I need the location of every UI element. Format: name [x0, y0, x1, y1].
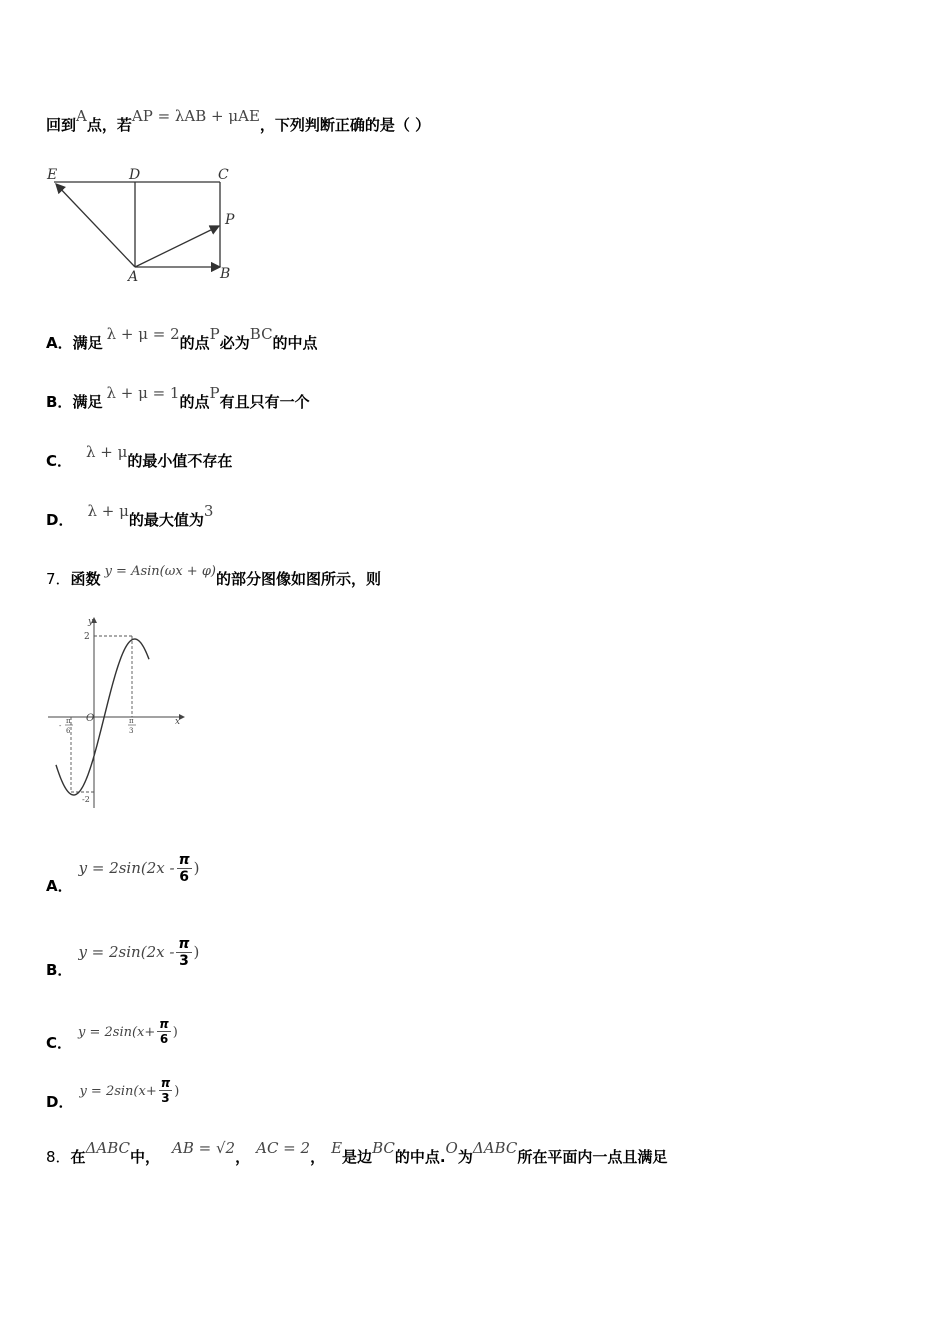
q7-text-b: 的部分图像如图所示，则 — [216, 570, 382, 588]
option-math: P — [209, 384, 220, 402]
option-math: λ + μ — [87, 502, 129, 520]
option-text: 满足 — [72, 393, 103, 411]
q8-text: 是边 — [342, 1148, 373, 1166]
q8-text: ， — [235, 1148, 251, 1166]
option-label: D． — [46, 511, 74, 529]
q7-text-a: 函数 — [70, 570, 101, 588]
fraction-numerator: π — [160, 1076, 171, 1090]
q6-vector-ae — [56, 184, 135, 267]
q6-intro — [46, 107, 431, 135]
fraction-denominator: 6 — [179, 869, 189, 885]
q6-intro-text-a: 回到 — [46, 116, 77, 134]
q8-triangle: ΔABC — [85, 1139, 131, 1157]
q6-figure — [44, 160, 244, 285]
q7-option-a — [46, 852, 200, 895]
option-math: λ + μ = 2 — [106, 325, 180, 343]
option-text: 必为 — [219, 334, 250, 352]
q6-label-a: A — [128, 269, 139, 285]
q7-option-d — [46, 1076, 180, 1111]
option-fraction — [157, 1017, 171, 1046]
q6-label-c: C — [218, 167, 229, 183]
option-fraction — [177, 852, 192, 885]
q6-option-d — [46, 502, 214, 530]
q6-label-e: E — [47, 167, 58, 183]
q6-vector-ap — [135, 226, 219, 267]
q7-label-tick-right-num: π — [129, 717, 134, 725]
option-formula-post: ) — [193, 859, 200, 877]
option-formula-post: ) — [193, 943, 200, 961]
fraction-denominator: 3 — [179, 953, 189, 969]
fraction-numerator: π — [159, 1017, 169, 1031]
option-label: C． — [46, 452, 73, 470]
q8-triangle: ΔABC — [472, 1139, 518, 1157]
fraction-denominator: 6 — [159, 1032, 169, 1046]
option-label: B． — [46, 961, 73, 979]
q7-label-max: 2 — [84, 632, 90, 642]
q8-e: E — [331, 1139, 343, 1157]
q8-text: 在 — [70, 1148, 86, 1166]
q7-formula: y = Asin(ωx + φ) — [104, 564, 216, 579]
option-text: 的点 — [179, 393, 210, 411]
option-math: P — [209, 325, 220, 343]
q6-intro-text-b: 点，若 — [86, 116, 132, 134]
q7-option-b — [46, 936, 200, 979]
q7-label-tick-right-den: 3 — [129, 727, 134, 735]
q7-label-y: y — [88, 617, 94, 627]
option-text: 的最大值为 — [128, 511, 204, 529]
q7-stem — [46, 564, 382, 589]
option-math: 3 — [203, 502, 214, 520]
q6-label-b: B — [220, 266, 231, 282]
q8-o: O — [445, 1139, 458, 1157]
q7-label-tick-left-num: π — [66, 717, 71, 725]
option-formula-pre: y = 2sin(2x - — [78, 943, 175, 961]
option-formula-post: ) — [174, 1084, 180, 1099]
fraction-numerator: π — [178, 936, 190, 952]
fraction-numerator: π — [178, 852, 190, 868]
q8-ac: AC = 2 — [256, 1139, 311, 1157]
option-label: C． — [46, 1034, 73, 1052]
q8-text: 为 — [457, 1148, 473, 1166]
q7-label-origin: O — [86, 713, 95, 724]
q6-option-c — [46, 443, 233, 471]
option-text: 的最小值不存在 — [127, 452, 233, 470]
option-math: λ + μ = 1 — [106, 384, 180, 402]
q7-label-tick-left-den: 6 — [66, 727, 71, 735]
q7-graph — [44, 612, 194, 812]
option-label: A． — [46, 334, 73, 352]
q6-option-b — [46, 384, 310, 412]
q6-option-a — [46, 325, 318, 353]
q6-label-p: P — [225, 212, 235, 228]
option-label: B． — [46, 393, 73, 411]
q8-text: 所在平面内一点且满足 — [517, 1148, 668, 1166]
q8-stem — [46, 1139, 668, 1167]
option-formula-pre: y = 2sin(2x - — [78, 859, 175, 877]
q8-ab: AB = √2 — [172, 1139, 236, 1157]
q6-label-d: D — [129, 167, 141, 183]
q6-point-a: A — [76, 107, 87, 125]
q7-label-tick-left-sign: - — [59, 722, 62, 730]
q8-text: ， — [310, 1148, 326, 1166]
q8-bc: BC — [372, 1139, 395, 1157]
option-math: BC — [249, 325, 273, 343]
fraction-denominator: 3 — [161, 1091, 170, 1105]
option-text: 有且只有一个 — [219, 393, 310, 411]
option-formula-pre: y = 2sin(x+ — [79, 1084, 157, 1099]
q6-condition: AP = λAB + μAE — [131, 107, 260, 125]
option-formula-post: ) — [172, 1025, 178, 1040]
q7-option-c — [46, 1017, 178, 1052]
option-fraction — [159, 1076, 173, 1105]
q7-label-min: -2 — [82, 795, 90, 804]
q6-intro-text-c: ，下列判断正确的是（ ） — [259, 116, 431, 134]
option-label: D． — [46, 1093, 74, 1111]
option-text: 的点 — [179, 334, 210, 352]
option-text: 的中点 — [272, 334, 318, 352]
q7-label-x: x — [175, 717, 181, 727]
option-fraction — [176, 936, 191, 969]
q8-text: 的中点. — [394, 1148, 446, 1166]
option-math: λ + μ — [86, 443, 128, 461]
q7-number: 7． — [46, 570, 71, 588]
q8-text: 中， — [130, 1148, 161, 1166]
option-label: A． — [46, 877, 73, 895]
option-text: 满足 — [72, 334, 103, 352]
q8-number: 8． — [46, 1148, 71, 1166]
option-formula-pre: y = 2sin(x+ — [78, 1025, 156, 1040]
